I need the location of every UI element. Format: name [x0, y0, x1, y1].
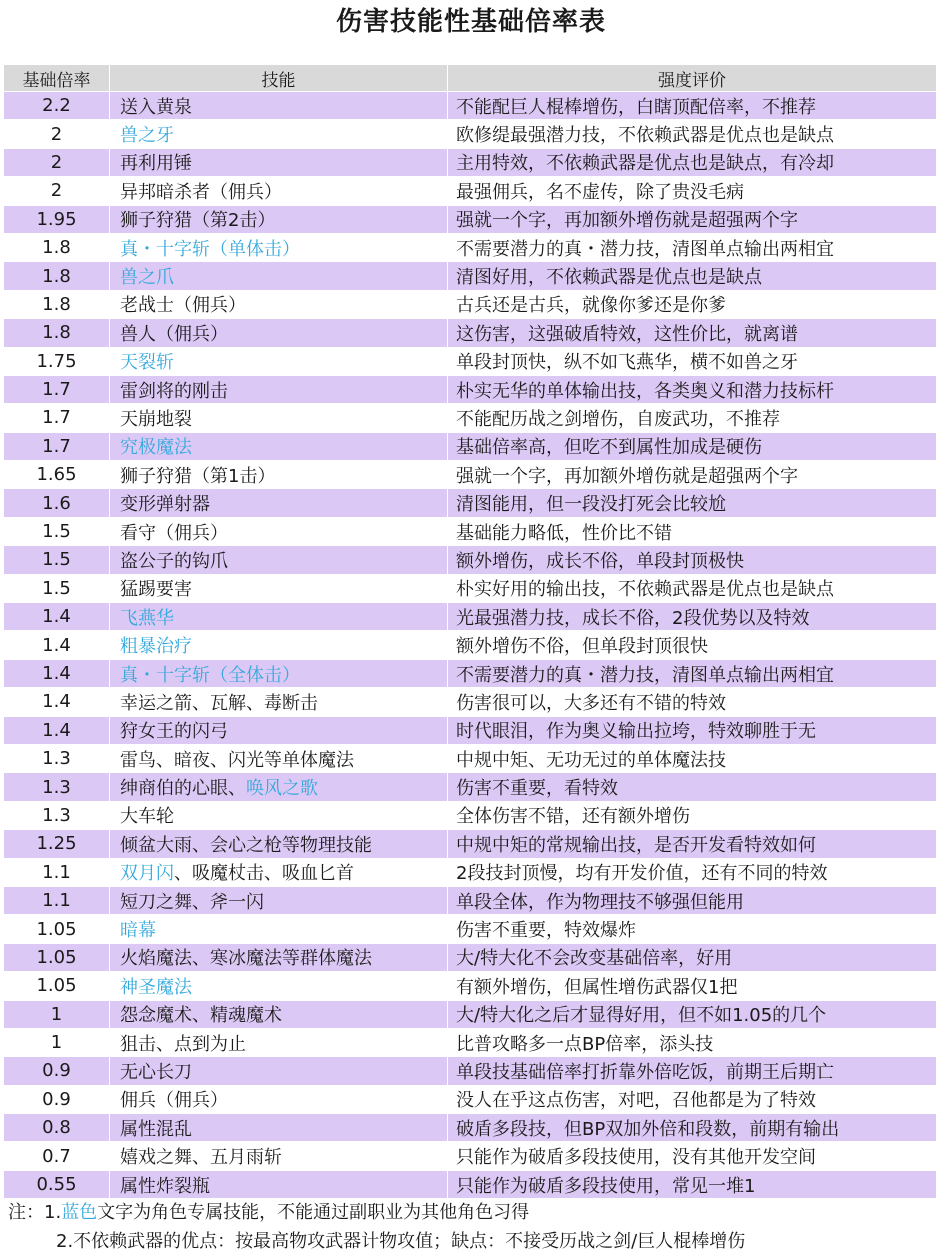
- evaluation-cell: 主用特效，不依赖武器是优点也是缺点，有冷却: [447, 149, 936, 176]
- skill-cell: [109, 206, 447, 233]
- multiplier-cell: 0.9: [42, 1060, 71, 1082]
- evaluation-cell: 单段全体，作为物理技不够强但能用: [447, 887, 936, 914]
- skill-name: 、吸魔杖击、吸血匕首: [174, 863, 354, 885]
- header-skill: 技能: [109, 65, 447, 91]
- multiplier-cell: 1.5: [42, 521, 71, 543]
- table-row: [4, 887, 936, 915]
- table-row: [4, 348, 936, 376]
- multiplier-cell: 1: [50, 1003, 63, 1025]
- evaluation-cell: 古兵还是古兵，就像你爹还是你爹: [447, 291, 936, 318]
- multiplier-cell: 1.8: [42, 322, 71, 344]
- skill-cell: [109, 177, 447, 204]
- skill-cell: [109, 546, 447, 573]
- skill-name: 神圣魔法: [120, 976, 192, 998]
- skill-name: 暗幕: [120, 920, 156, 942]
- evaluation-cell: 不需要潜力的真・潜力技，清图单点输出两相宜: [447, 234, 936, 261]
- table-row: [4, 1086, 936, 1114]
- multiplier-cell: 1.05: [36, 946, 77, 968]
- skill-name: 究极魔法: [120, 437, 192, 459]
- skill-name: 兽人（佣兵）: [120, 323, 228, 345]
- skill-name: 雷剑将的刚击: [120, 380, 228, 402]
- footnote-1: [8, 1198, 938, 1227]
- evaluation-cell: 只能作为破盾多段技使用，常见一堆1: [447, 1171, 936, 1198]
- skill-cell: [109, 802, 447, 829]
- skill-name: 天崩地裂: [120, 408, 192, 430]
- header-multiplier: 基础倍率: [22, 70, 91, 91]
- skill-name: 嬉戏之舞、五月雨斩: [120, 1147, 282, 1169]
- table-row: [4, 972, 936, 1000]
- evaluation-cell: 基础倍率高，但吃不到属性加成是硬伤: [447, 433, 936, 460]
- skill-cell: [109, 773, 447, 800]
- skill-cell: [109, 745, 447, 772]
- skill-name: 飞燕华: [120, 607, 174, 629]
- skill-cell: [109, 489, 447, 516]
- skill-name: 兽之爪: [120, 267, 174, 289]
- evaluation-cell: 光最强潜力技，成长不俗，2段优势以及特效: [447, 603, 936, 630]
- evaluation-cell: 单段封顶快，纵不如飞燕华，横不如兽之牙: [447, 348, 936, 375]
- skill-cell: [109, 348, 447, 375]
- skill-name: 雷鸟、暗夜、闪光等单体魔法: [120, 749, 354, 771]
- multiplier-cell: 2.2: [42, 95, 71, 117]
- skill-name: 老战士（佣兵）: [120, 295, 246, 317]
- table-row: [4, 433, 936, 461]
- evaluation-cell: 中规中矩的常规输出技，是否开发看特效如何: [447, 830, 936, 857]
- skill-cell: [109, 149, 447, 176]
- multiplier-cell: 0.9: [42, 1088, 71, 1110]
- header-evaluation: 强度评价: [447, 65, 936, 91]
- skill-cell: [109, 518, 447, 545]
- skill-cell: [109, 631, 447, 658]
- multiplier-cell: 1.7: [42, 379, 71, 401]
- multiplier-cell: 1.5: [42, 577, 71, 599]
- skill-name: 倾盆大雨、会心之枪等物理技能: [120, 834, 372, 856]
- table-row: [4, 120, 936, 148]
- multiplier-cell: 1.1: [42, 861, 71, 883]
- evaluation-cell: 只能作为破盾多段技使用，没有其他开发空间: [447, 1142, 936, 1169]
- table-row: [4, 262, 936, 290]
- skill-name: 兽之牙: [120, 125, 174, 147]
- evaluation-cell: 有额外增伤，但属性增伤武器仅1把: [447, 972, 936, 999]
- table-row: [4, 575, 936, 603]
- evaluation-cell: 中规中矩、无功无过的单体魔法技: [447, 745, 936, 772]
- skill-cell: [109, 887, 447, 914]
- multiplier-cell: 1.8: [42, 237, 71, 259]
- skill-cell: [109, 717, 447, 744]
- evaluation-cell: 清图好用，不依赖武器是优点也是缺点: [447, 262, 936, 289]
- skill-name: 无心长刀: [120, 1061, 192, 1083]
- skill-cell: [109, 234, 447, 261]
- table-row: [4, 603, 936, 631]
- skill-name: 狩女王的闪弓: [120, 721, 228, 743]
- multiplier-cell: 1: [50, 1032, 63, 1054]
- table-row: [4, 1057, 936, 1085]
- evaluation-cell: 不能配历战之剑增伤，自废武功，不推荐: [447, 404, 936, 431]
- table-row: [4, 802, 936, 830]
- table-row: [4, 745, 936, 773]
- evaluation-cell: 单段技基础倍率打折靠外倍吃饭，前期王后期亡: [447, 1057, 936, 1084]
- multiplier-cell: 1.4: [42, 606, 71, 628]
- skill-cell: [109, 1057, 447, 1084]
- skill-cell: [109, 688, 447, 715]
- table-row: [4, 177, 936, 205]
- table-row: [4, 404, 936, 432]
- evaluation-cell: 欧修缇最强潜力技，不依赖武器是优点也是缺点: [447, 120, 936, 147]
- skill-cell: [109, 92, 447, 119]
- multiplier-cell: 1.3: [42, 804, 71, 826]
- skill-name: 猛踢要害: [120, 579, 192, 601]
- table-row: [4, 291, 936, 319]
- evaluation-cell: 清图能用，但一段没打死会比较尬: [447, 489, 936, 516]
- table-row: [4, 1114, 936, 1142]
- table-row: [4, 859, 936, 887]
- skill-cell: [109, 319, 447, 346]
- table-row: [4, 660, 936, 688]
- skill-name: 属性炸裂瓶: [120, 1175, 210, 1197]
- table-header: [4, 65, 936, 92]
- skill-name: 唤风之歌: [246, 778, 318, 800]
- skill-cell: [109, 575, 447, 602]
- multiplier-cell: 1.4: [42, 691, 71, 713]
- table-row: [4, 1001, 936, 1029]
- footnote-1-blue-word: 蓝色: [61, 1202, 98, 1223]
- skill-name: 大车轮: [120, 806, 174, 828]
- multiplier-cell: 1.6: [42, 492, 71, 514]
- table-row: [4, 1142, 936, 1170]
- table-row: [4, 631, 936, 659]
- evaluation-cell: 这伤害，这强破盾特效，这性价比，就离谱: [447, 319, 936, 346]
- multiplier-cell: 1.3: [42, 748, 71, 770]
- skill-cell: [109, 262, 447, 289]
- multiplier-cell: 1.8: [42, 265, 71, 287]
- page-title: 伤害技能性基础倍率表: [335, 7, 606, 37]
- table-row: [4, 376, 936, 404]
- skill-name: 狙击、点到为止: [120, 1033, 246, 1055]
- table-row: [4, 717, 936, 745]
- evaluation-cell: 不需要潜力的真・潜力技，清图单点输出两相宜: [447, 660, 936, 687]
- table-row: [4, 489, 936, 517]
- skill-name: 看守（佣兵）: [120, 522, 228, 544]
- skill-name: 变形弹射器: [120, 494, 210, 516]
- multiplier-cell: 0.55: [36, 1174, 77, 1196]
- skill-name: 天裂斩: [120, 352, 174, 374]
- evaluation-cell: 大/特大化之后才显得好用，但不如1.05的几个: [447, 1001, 936, 1028]
- skill-cell: [109, 830, 447, 857]
- multiplier-cell: 1.7: [42, 435, 71, 457]
- evaluation-cell: 额外增伤不俗，但单段封顶很快: [447, 631, 936, 658]
- skill-name: 真・十字斩（单体击）: [120, 238, 300, 260]
- skill-cell: [109, 120, 447, 147]
- evaluation-cell: 比普攻略多一点BP倍率，添头技: [447, 1029, 936, 1056]
- skill-name: 属性混乱: [120, 1118, 192, 1140]
- skill-name: 怨念魔术、精魂魔术: [120, 1005, 282, 1027]
- skill-cell: [109, 1001, 447, 1028]
- table-row: [4, 944, 936, 972]
- multiplier-cell: 1.1: [42, 890, 71, 912]
- skill-cell: [109, 660, 447, 687]
- skill-name: 幸运之箭、瓦解、毒断击: [120, 692, 318, 714]
- multiplier-cell: 1.5: [42, 549, 71, 571]
- skill-cell: [109, 376, 447, 403]
- skill-name: 狮子狩猎（第1击）: [120, 465, 276, 487]
- table-row: [4, 461, 936, 489]
- skill-cell: [109, 1114, 447, 1141]
- table-row: [4, 518, 936, 546]
- evaluation-cell: 伤害不重要，看特效: [447, 773, 936, 800]
- table-row: [4, 1171, 936, 1199]
- multiplier-cell: 0.7: [42, 1145, 71, 1167]
- footnote-2: 2.不依赖武器的优点：按最高物攻武器计物攻值；缺点：不接受历战之剑/巨人棍棒增伤: [56, 1231, 746, 1252]
- evaluation-cell: 不能配巨人棍棒增伤，白瞎顶配倍率，不推荐: [447, 92, 936, 119]
- multiplier-cell: 0.8: [42, 1117, 71, 1139]
- table-row: [4, 688, 936, 716]
- skill-name: 佣兵（佣兵）: [120, 1090, 228, 1112]
- evaluation-cell: 强就一个字，再加额外增伤就是超强两个字: [447, 206, 936, 233]
- table-row: [4, 830, 936, 858]
- skill-cell: [109, 404, 447, 431]
- multiplier-cell: 1.8: [42, 293, 71, 315]
- skill-cell: [109, 1029, 447, 1056]
- evaluation-cell: 最强佣兵，名不虚传，除了贵没毛病: [447, 177, 936, 204]
- evaluation-cell: 朴实无华的单体输出技，各类奥义和潜力技标杆: [447, 376, 936, 403]
- multiplier-cell: 1.05: [36, 975, 77, 997]
- multiplier-cell: 1.4: [42, 663, 71, 684]
- multiplier-cell: 2: [50, 123, 63, 145]
- table-row: [4, 773, 936, 801]
- table-row: [4, 92, 936, 120]
- evaluation-cell: 额外增伤，成长不俗，单段封顶极快: [447, 546, 936, 573]
- skill-name: 短刀之舞、斧一闪: [120, 891, 264, 913]
- skill-name: 火焰魔法、寒冰魔法等群体魔法: [120, 948, 372, 970]
- skill-cell: [109, 1086, 447, 1113]
- table-row: [4, 546, 936, 574]
- multiplier-cell: 1.95: [36, 208, 77, 230]
- footnote-1-text: 文字为角色专属技能，不能通过副职业为其他角色习得: [97, 1202, 530, 1223]
- footnote-1-prefix: 注：1.: [8, 1202, 62, 1223]
- skill-name: 盗公子的钩爪: [120, 550, 228, 572]
- multiplier-cell: 1.75: [36, 350, 77, 372]
- multiplier-cell: 1.7: [42, 407, 71, 429]
- skill-cell: [109, 603, 447, 630]
- skill-name: 再利用锤: [120, 153, 192, 175]
- skill-name: 异邦暗杀者（佣兵）: [120, 181, 282, 203]
- skill-cell: [109, 291, 447, 318]
- skill-name: 绅商伯的心眼、: [120, 778, 246, 800]
- skill-name: 送入黄泉: [120, 96, 192, 118]
- table-row: [4, 915, 936, 943]
- multiplier-cell: 1.4: [42, 719, 71, 741]
- skill-cell: [109, 915, 447, 942]
- multiplier-cell: 1.25: [36, 833, 77, 855]
- multiplier-cell: 2: [50, 151, 63, 173]
- multiplier-table: [4, 65, 936, 1199]
- skill-cell: [109, 461, 447, 488]
- skill-cell: [109, 1171, 447, 1198]
- evaluation-cell: 基础能力略低，性价比不错: [447, 518, 936, 545]
- evaluation-cell: 破盾多段技，但BP双加外倍和段数，前期有输出: [447, 1114, 936, 1141]
- table-row: [4, 149, 936, 177]
- multiplier-cell: 1.4: [42, 634, 71, 656]
- skill-cell: [109, 433, 447, 460]
- table-row: [4, 206, 936, 234]
- evaluation-cell: 伤害很可以，大多还有不错的特效: [447, 688, 936, 715]
- skill-name: 粗暴治疗: [120, 636, 192, 658]
- table-row: [4, 319, 936, 347]
- skill-cell: [109, 1142, 447, 1169]
- skill-cell: [109, 972, 447, 999]
- evaluation-cell: 没人在乎这点伤害，对吧，召他都是为了特效: [447, 1086, 936, 1113]
- evaluation-cell: 伤害不重要，特效爆炸: [447, 915, 936, 942]
- multiplier-cell: 1.65: [36, 464, 77, 486]
- multiplier-cell: 1.3: [42, 776, 71, 798]
- skill-name: 真・十字斩（全体击）: [120, 664, 300, 686]
- table-row: [4, 1029, 936, 1057]
- evaluation-cell: 大/特大化不会改变基础倍率，好用: [447, 944, 936, 971]
- skill-name: 狮子狩猎（第2击）: [120, 210, 276, 232]
- footnotes: [8, 1198, 938, 1256]
- skill-name: 双月闪: [120, 863, 174, 885]
- evaluation-cell: 时代眼泪，作为奥义输出拉垮，特效聊胜于无: [447, 717, 936, 744]
- evaluation-cell: 朴实好用的输出技，不依赖武器是优点也是缺点: [447, 575, 936, 602]
- evaluation-cell: 2段技封顶慢，均有开发价值，还有不同的特效: [447, 859, 936, 886]
- multiplier-cell: 1.05: [36, 918, 77, 940]
- table-row: [4, 234, 936, 262]
- evaluation-cell: 全体伤害不错，还有额外增伤: [447, 802, 936, 829]
- evaluation-cell: 强就一个字，再加额外增伤就是超强两个字: [447, 461, 936, 488]
- skill-cell: [109, 944, 447, 971]
- multiplier-cell: 2: [50, 180, 63, 202]
- skill-cell: [109, 859, 447, 886]
